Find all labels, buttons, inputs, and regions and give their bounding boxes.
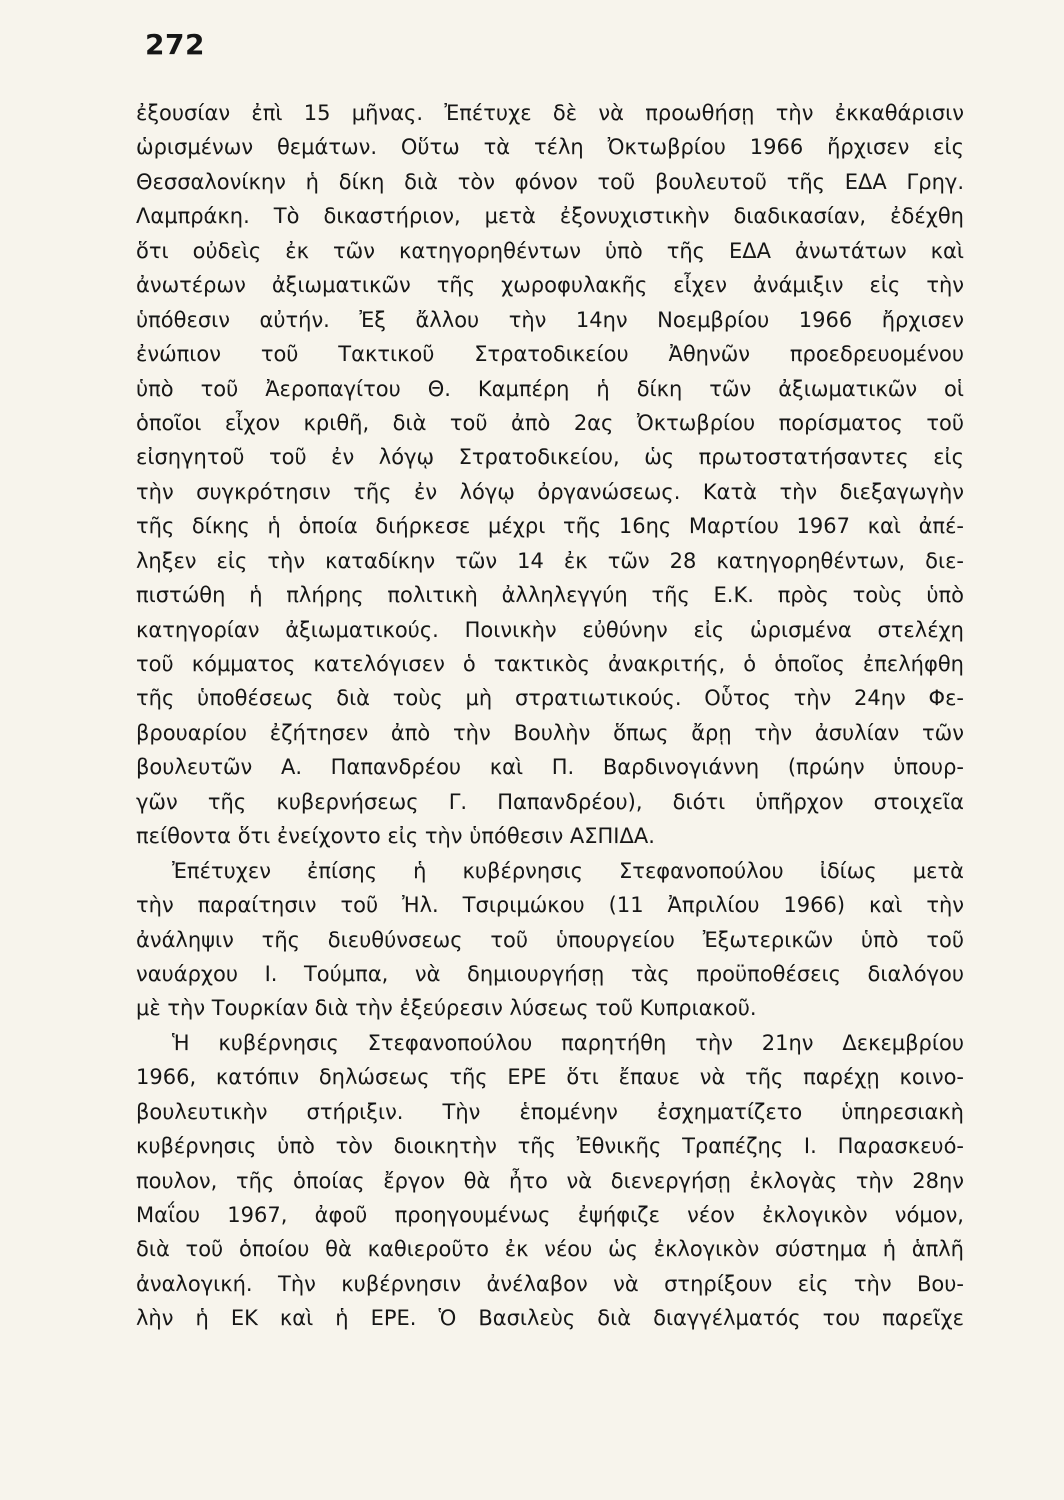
- body-text: [136, 96, 964, 1336]
- text-line: ὑπόθεσιν αὐτήν. Ἐξ ἄλλου τὴν 14ην Νοεμβρίου 1966 ἤρχισεν: [136, 307, 964, 332]
- text-line: Λαμπράκη. Τὸ δικαστήριον, μετὰ ἐξονυχιστικὴν διαδικασίαν, ἐδέχθη: [136, 204, 964, 229]
- text-line: τὴν συγκρότησιν τῆς ἐν λόγῳ ὀργανώσεως. Κατὰ τὴν διεξαγωγὴν: [136, 479, 964, 504]
- text-line: ἀνωτέρων ἀξιωματικῶν τῆς χωροφυλακῆς εἶχεν ἀνάμιξιν εἰς τὴν: [136, 273, 964, 298]
- text-line: κατηγορίαν ἀξιωματικούς. Ποινικὴν εὐθύνην εἰς ὡρισμένα στελέχη: [136, 617, 964, 642]
- text-line: βουλευτῶν Α. Παπανδρέου καὶ Π. Βαρδινογιάννη (πρώην ὑπουρ-: [136, 755, 964, 780]
- text-line: Θεσσαλονίκην ἡ δίκη διὰ τὸν φόνον τοῦ βουλευτοῦ τῆς ΕΔΑ Γρηγ.: [136, 169, 964, 194]
- text-line: Ἐπέτυχεν ἐπίσης ἡ κυβέρνησις Στεφανοπούλου ἰδίως μετὰ: [172, 858, 964, 883]
- text-line: ἐξουσίαν ἐπὶ 15 μῆνας. Ἐπέτυχε δὲ νὰ προωθήσῃ τὴν ἐκκαθάρισιν: [136, 101, 964, 125]
- text-line: ἐνώπιον τοῦ Τακτικοῦ Στρατοδικείου Ἀθηνῶν προεδρευομένου: [136, 342, 964, 367]
- text-line: βουλευτικὴν στήριξιν. Τὴν ἑπομένην ἐσχηματίζετο ὑπηρεσιακὴ: [136, 1099, 964, 1124]
- text-line: ὡρισμένων θεμάτων. Οὕτω τὰ τέλη Ὀκτωβρίου 1966 ἤρχισεν εἰς: [136, 135, 964, 160]
- text-line: τοῦ κόμματος κατελόγισεν ὁ τακτικὸς ἀνακριτής, ὁ ὁποῖος ἐπελήφθη: [136, 652, 964, 676]
- text-line: ἀναλογική. Τὴν κυβέρνησιν ἀνέλαβον νὰ στηρίξουν εἰς τὴν Βου-: [136, 1271, 964, 1296]
- text-line: τὴν παραίτησιν τοῦ Ἠλ. Τσιριμώκου (11 Ἀπριλίου 1966) καὶ τὴν: [136, 893, 964, 918]
- text-line: μὲ τὴν Τουρκίαν διὰ τὴν ἐξεύρεσιν λύσεως τοῦ Κυπριακοῦ.: [136, 996, 757, 1021]
- text-line: ἀνάληψιν τῆς διευθύνσεως τοῦ ὑπουργείου Ἐξωτερικῶν ὑπὸ τοῦ: [136, 927, 964, 952]
- text-line: τῆς δίκης ἡ ὁποία διήρκεσε μέχρι τῆς 16ης Μαρτίου 1967 καὶ ἀπέ-: [136, 514, 964, 539]
- text-line: διὰ τοῦ ὁποίου θὰ καθιεροῦτο ἐκ νέου ὡς ἐκλογικὸν σύστημα ἡ ἁπλῆ: [136, 1237, 964, 1262]
- text-line: ὑπὸ τοῦ Ἀεροπαγίτου Θ. Καμπέρη ἡ δίκη τῶν ἀξιωματικῶν οἱ: [136, 376, 964, 401]
- text-line: πιστώθη ἡ πλήρης πολιτικὴ ἀλληλεγγύη τῆς Ε.Κ. πρὸς τοὺς ὑπὸ: [136, 583, 964, 608]
- text-line: Ἡ κυβέρνησις Στεφανοπούλου παρητήθη τὴν 21ην Δεκεμβρίου: [172, 1030, 964, 1055]
- text-line: βρουαρίου ἐζήτησεν ἀπὸ τὴν Βουλὴν ὅπως ἄρῃ τὴν ἀσυλίαν τῶν: [136, 720, 964, 745]
- text-line: εἰσηγητοῦ τοῦ ἐν λόγῳ Στρατοδικείου, ὡς πρωτοστατήσαντες εἰς: [136, 445, 964, 470]
- text-line: ναυάρχου Ι. Τούμπα, νὰ δημιουργήσῃ τὰς προϋποθέσεις διαλόγου: [136, 961, 964, 986]
- text-line: 1966, κατόπιν δηλώσεως τῆς ΕΡΕ ὅτι ἔπαυε νὰ τῆς παρέχῃ κοινο-: [136, 1065, 964, 1090]
- text-line: τῆς ὑποθέσεως διὰ τοὺς μὴ στρατιωτικούς. Οὗτος τὴν 24ην Φε-: [136, 686, 964, 711]
- text-line: Μαΐου 1967, ἀφοῦ προηγουμένως ἐψήφιζε νέον ἐκλογικὸν νόμον,: [136, 1203, 964, 1227]
- text-line: λὴν ἡ ΕΚ καὶ ἡ ΕΡΕ. Ὁ Βασιλεὺς διὰ διαγγέλματός του παρεῖχε: [136, 1306, 964, 1331]
- text-line: ὁποῖοι εἶχον κριθῆ, διὰ τοῦ ἀπὸ 2ας Ὀκτωβρίου πορίσματος τοῦ: [136, 410, 964, 435]
- text-line: ὅτι οὐδεὶς ἐκ τῶν κατηγορηθέντων ὑπὸ τῆς ΕΔΑ ἀνωτάτων καὶ: [136, 238, 964, 263]
- text-line: πείθοντα ὅτι ἐνείχοντο εἰς τὴν ὑπόθεσιν ΑΣΠΙΔΑ.: [136, 824, 655, 849]
- text-line: κυβέρνησις ὑπὸ τὸν διοικητὴν τῆς Ἐθνικῆς Τραπέζης Ι. Παρασκευό-: [136, 1134, 964, 1159]
- text-line: πουλον, τῆς ὁποίας ἔργον θὰ ἦτο νὰ διενεργήσῃ ἐκλογὰς τὴν 28ην: [136, 1168, 964, 1193]
- text-line: ληξεν εἰς τὴν καταδίκην τῶν 14 ἐκ τῶν 28 κατηγορηθέντων, διε-: [136, 548, 964, 573]
- text-line: γῶν τῆς κυβερνήσεως Γ. Παπανδρέου), διότι ὑπῆρχον στοιχεῖα: [136, 789, 964, 814]
- page-number: 272: [145, 28, 205, 61]
